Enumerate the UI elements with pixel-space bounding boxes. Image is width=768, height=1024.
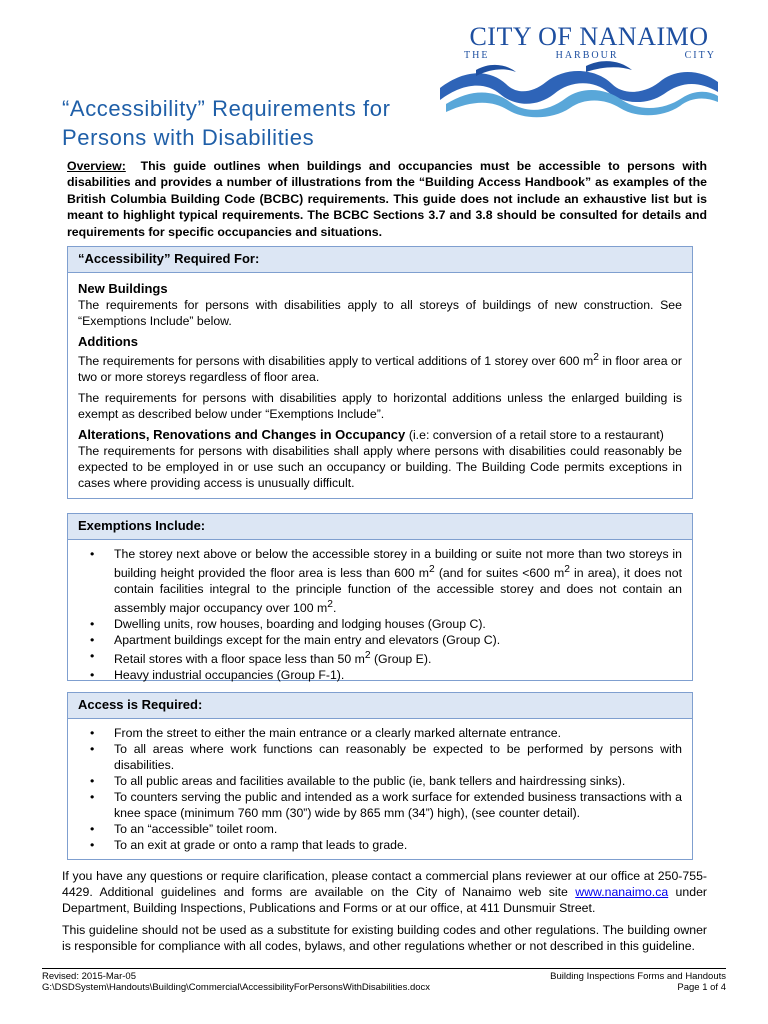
page-number: Page 1 of 4 [677, 982, 726, 993]
revised-date: Revised: 2015-Mar-05 [42, 971, 136, 982]
list-item: • To an exit at grade or onto a ramp that leads to grade. [78, 837, 682, 853]
required-for-heading: “Accessibility” Required For: [68, 247, 692, 273]
required-for-box [67, 246, 693, 499]
list-item: • Apartment buildings except for the main entry and elevators (Group C). [78, 632, 682, 648]
list-item: • Heavy industrial occupancies (Group F-1). [78, 667, 682, 683]
page-footer [42, 968, 726, 993]
title-line: Persons with Disabilities [62, 125, 315, 150]
logo-subtitle-word: HARBOUR [555, 50, 619, 61]
contact-section [62, 868, 707, 960]
disclaimer-paragraph: This guideline should not be used as a substitute for existing building codes and other regulations. The building owner is responsible for compliance with all codes, bylaws, and other regulations whether or not described in this guideline. [62, 923, 707, 953]
logo-title: CITY OF NANAIMO [469, 22, 709, 51]
logo-subtitle-word: CITY [684, 50, 716, 61]
access-list [78, 725, 682, 853]
title-line: “Accessibility” Requirements for [62, 96, 391, 121]
alterations-heading: Alterations, Renovations and Changes in Occupancy (i.e: conversion of a retail store to a restaurant) [78, 427, 664, 443]
file-path: G:\DSDSystem\Handouts\Building\Commercial\AccessibilityForPersonsWithDisabilities.docx [42, 982, 431, 993]
overview-label: Overview: [67, 159, 126, 173]
exemptions-box [67, 513, 693, 681]
new-buildings-text: The requirements for persons with disabilities apply to all storeys of buildings of new construction. See “Exemptions Include” below. [78, 298, 682, 328]
list-item: • Dwelling units, row houses, boarding and lodging houses (Group C). [78, 616, 682, 632]
additions-text-1: The requirements for persons with disabilities apply to vertical additions of 1 storey over 600 $m^2$ in floor area or two or more storeys regardless of floor area. [78, 352, 682, 385]
list-item: • The storey next above or below the accessible storey in a building or suite not more than two storeys in building height provided the floor area is less than 600 $m^2$ (and for suites <600 $m^2$ in area), it does not contain facilities integral to the principle function of the accessible storey and does not contain an assembly major occupancy over 100 $m^2$. [78, 546, 682, 616]
list-item: • To an “accessible” toilet room. [78, 821, 682, 837]
document-title [62, 94, 482, 152]
access-heading: Access is Required: [68, 693, 692, 719]
list-item: • From the street to either the main entrance or a clearly marked alternate entrance. [78, 725, 682, 741]
footer-category: Building Inspections Forms and Handouts [550, 971, 726, 982]
access-box [67, 692, 693, 860]
alterations-note: (i.e: conversion of a retail store to a restaurant) [408, 428, 664, 443]
contact-paragraph: If you have any questions or require clarification, please contact a commercial plans reviewer at our office at 250-755-4429. Additional guidelines and forms are available on the City of Nanaimo web site www.nanaimo.ca under Department, Building Inspections, Publications and Forms or at our office, at 411 Dunsmuir Street. [62, 869, 707, 915]
new-buildings-heading: New Buildings [78, 281, 168, 296]
overview-paragraph [67, 158, 707, 240]
list-item: • To counters serving the public and intended as a work surface for extended business transactions with a knee space (minimum 760 mm (30”) wide by 865 mm (34”) high), (see counter detail). [78, 789, 682, 821]
additions-text-2: The requirements for persons with disabilities apply to horizontal additions unless the enlarged building is exempt as described below under “Exemptions Include”. [78, 391, 682, 422]
website-link[interactable]: www.nanaimo.ca [575, 885, 669, 899]
exemptions-heading: Exemptions Include: [68, 514, 692, 540]
list-item: • Retail stores with a floor space less than 50 $m^2$ (Group E). [78, 648, 682, 667]
alterations-text: The requirements for persons with disabilities shall apply where persons with disabilities could reasonably be expected to be employed in or use such an occupancy or building. The Building Code permits exceptions in cases where providing access is unusually difficult. [78, 444, 682, 491]
exemptions-list [78, 546, 682, 683]
overview-text: This guide outlines when buildings and occupancies must be accessible to persons with disabilities and provides a number of illustrations from the “Building Access Handbook” as examples of the British Columbia Building Code (BCBC) requirements. This guide does not include an exhaustive list but is meant to highlight typical requirements. The BCBC Sections 3.7 and 3.8 should be consulted for details and requirements for specific occupancies and situations. [67, 159, 707, 239]
logo-subtitle-word: THE [464, 50, 490, 61]
list-item: • To all public areas and facilities available to the public (ie, bank tellers and hairdressing sinks). [78, 773, 682, 789]
list-item: • To all areas where work functions can reasonably be expected to be performed by persons with disabilities. [78, 741, 682, 773]
additions-heading: Additions [78, 334, 138, 349]
